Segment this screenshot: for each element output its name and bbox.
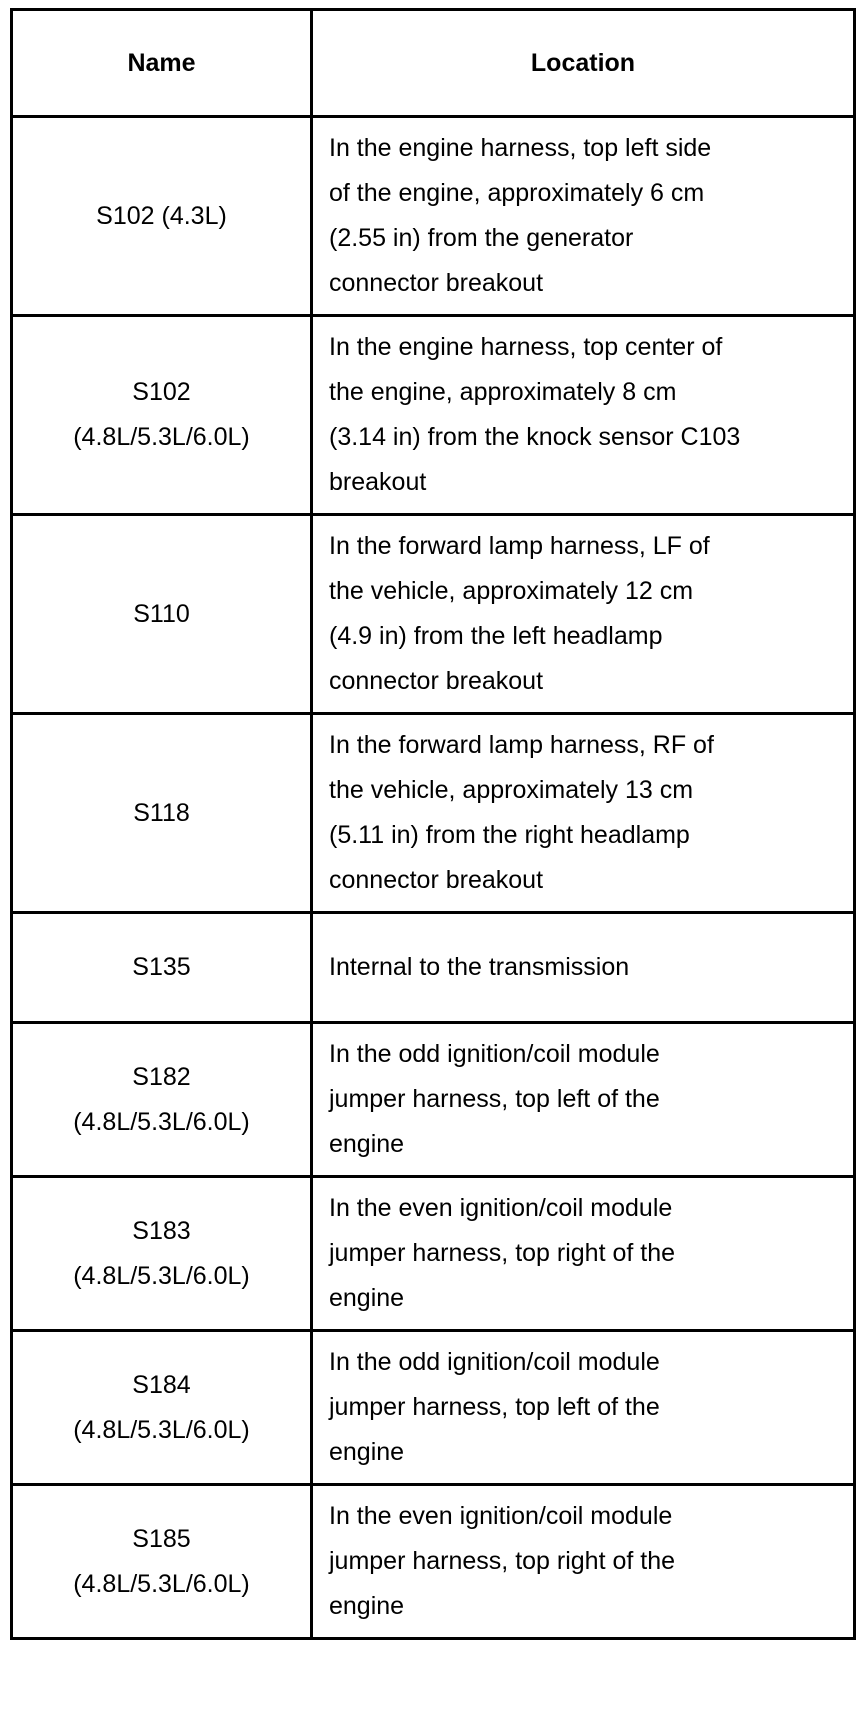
splice-name-cell — [12, 714, 312, 913]
splice-location-line: In the even ignition/coil module — [329, 1502, 673, 1530]
splice-location-cell — [312, 714, 855, 913]
splice-location-line: In the engine harness, top center of — [329, 333, 723, 361]
splice-name-cell — [12, 913, 312, 1023]
splice-location-line: In the odd ignition/coil module — [329, 1040, 660, 1068]
splice-name-cell — [12, 117, 312, 316]
splice-location-line: jumper harness, top left of the — [329, 1085, 660, 1113]
splice-location-line: jumper harness, top left of the — [329, 1393, 660, 1421]
splice-location-line: breakout — [329, 468, 427, 496]
table-body — [12, 117, 855, 1639]
splice-location-cell — [312, 1485, 855, 1639]
splice-location-line: connector breakout — [329, 269, 544, 297]
splice-name-cell — [12, 316, 312, 515]
splice-location-line: (3.14 in) from the knock sensor C103 — [329, 423, 741, 451]
splice-location-cell — [312, 1177, 855, 1331]
splice-name-cell — [12, 1177, 312, 1331]
splice-location-line: the vehicle, approximately 12 cm — [329, 577, 694, 605]
location-column-header: Location — [312, 10, 855, 117]
splice-name-cell — [12, 1485, 312, 1639]
header-row — [12, 10, 855, 117]
splice-location-cell — [312, 913, 855, 1023]
splice-name-cell — [12, 515, 312, 714]
splice-location-line: engine — [329, 1284, 405, 1312]
splice-location-line: jumper harness, top right of the — [329, 1547, 676, 1575]
splice-location-line: (5.11 in) from the right headlamp — [329, 821, 690, 849]
splice-location-line: engine — [329, 1438, 405, 1466]
splice-location-cell — [312, 1331, 855, 1485]
splice-location-line: connector breakout — [329, 667, 544, 695]
splice-location-line: engine — [329, 1592, 405, 1620]
table-row — [12, 316, 855, 515]
splice-name-line: S182 — [132, 1062, 191, 1091]
splice-name-cell — [12, 1023, 312, 1177]
splice-location-table — [10, 8, 856, 1640]
splice-name-line: S110 — [133, 599, 190, 628]
splice-location-line: In the even ignition/coil module — [329, 1194, 673, 1222]
splice-name-cell — [12, 1331, 312, 1485]
table-row — [12, 1331, 855, 1485]
splice-location-line: In the forward lamp harness, LF of — [329, 532, 710, 560]
table-row — [12, 1177, 855, 1331]
splice-location-line: In the odd ignition/coil module — [329, 1348, 660, 1376]
table-header — [12, 10, 855, 117]
splice-name-line: S183 — [132, 1216, 191, 1245]
splice-location-line: (4.9 in) from the left headlamp — [329, 622, 663, 650]
splice-location-line: Internal to the transmission — [329, 953, 630, 981]
splice-location-line: In the forward lamp harness, RF of — [329, 731, 714, 759]
splice-name-line: (4.8L/5.3L/6.0L) — [73, 1415, 250, 1444]
splice-location-cell — [312, 316, 855, 515]
splice-location-line: engine — [329, 1130, 405, 1158]
splice-name-line: S102 (4.3L) — [96, 201, 227, 230]
splice-name-line: (4.8L/5.3L/6.0L) — [73, 1261, 250, 1290]
splice-location-cell — [312, 117, 855, 316]
splice-location-line: (2.55 in) from the generator — [329, 224, 634, 252]
splice-location-line: In the engine harness, top left side — [329, 134, 712, 162]
table-row — [12, 515, 855, 714]
splice-location-line: the engine, approximately 8 cm — [329, 378, 677, 406]
table-row — [12, 1485, 855, 1639]
splice-name-line: (4.8L/5.3L/6.0L) — [73, 1569, 250, 1598]
splice-location-line: the vehicle, approximately 13 cm — [329, 776, 694, 804]
splice-name-line: (4.8L/5.3L/6.0L) — [73, 1107, 250, 1136]
splice-name-line: S135 — [132, 953, 191, 981]
table-row — [12, 714, 855, 913]
splice-location-cell — [312, 515, 855, 714]
splice-location-line: connector breakout — [329, 866, 544, 894]
table-row — [12, 1023, 855, 1177]
splice-location-cell — [312, 1023, 855, 1177]
splice-name-line: (4.8L/5.3L/6.0L) — [73, 423, 250, 451]
splice-name-line: S102 — [132, 378, 191, 406]
name-column-header: Name — [12, 10, 312, 117]
splice-name-line: S184 — [132, 1370, 191, 1399]
splice-name-line: S118 — [133, 798, 190, 827]
table-row — [12, 913, 855, 1023]
table-row — [12, 117, 855, 316]
splice-location-line: jumper harness, top right of the — [329, 1239, 676, 1267]
splice-name-line: S185 — [132, 1524, 191, 1553]
splice-location-line: of the engine, approximately 6 cm — [329, 179, 705, 207]
